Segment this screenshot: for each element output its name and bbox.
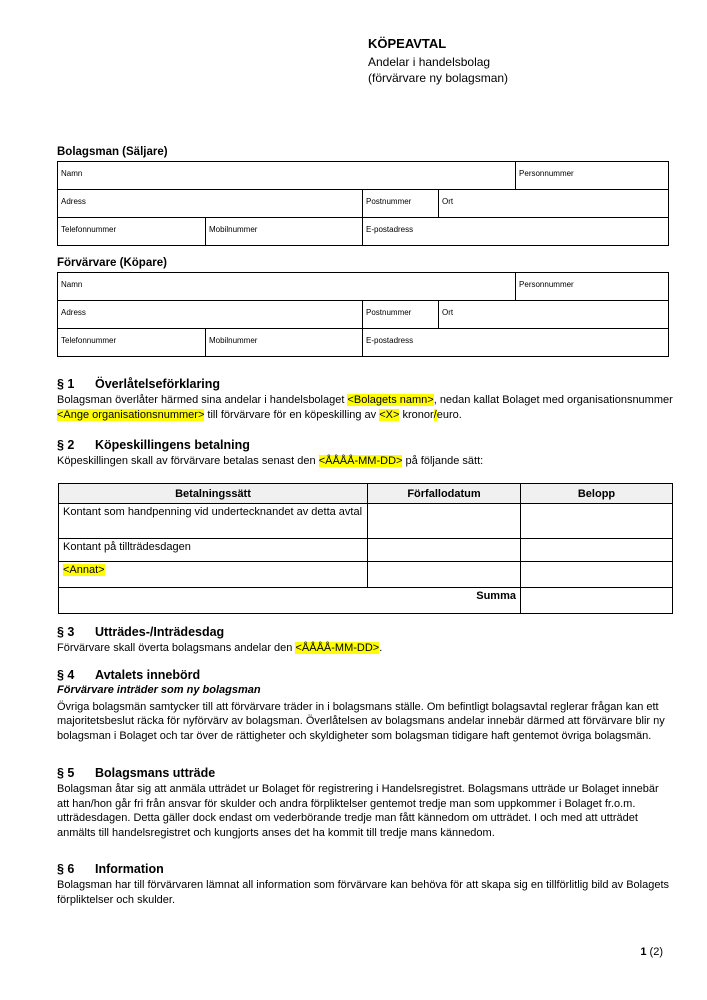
field-label-personal-number: Personnummer bbox=[519, 169, 574, 178]
placeholder-payment-date: <ÅÅÅÅ-MM-DD> bbox=[318, 455, 403, 467]
section-4 bbox=[57, 668, 673, 743]
placeholder-company-name: <Bolagets namn> bbox=[347, 394, 434, 406]
section-6-body: Bolagsman har till förvärvaren lämnat all information som förvärvare kan behöva för att skapa sig en tillförlitlig bild av Bolagets förpliktelser och skulder. bbox=[57, 879, 670, 906]
section-5-number: § 5 bbox=[57, 766, 75, 780]
cell-text: Kontant som handpenning vid undertecknandet av detta avtal bbox=[63, 506, 363, 518]
page-number-current: 1 bbox=[640, 946, 647, 958]
body-text: Förvärvare skall överta bolagsmans andelar den bbox=[57, 642, 296, 654]
seller-name-field[interactable] bbox=[58, 162, 516, 190]
body-text: Bolagsman överlåter härmed sina andelar i handelsbolaget bbox=[57, 394, 348, 406]
section-2-heading bbox=[57, 438, 673, 452]
due-date-field-3[interactable] bbox=[368, 562, 521, 588]
page-number bbox=[640, 946, 663, 958]
section-1-title: Överlåtelseförklaring bbox=[95, 377, 221, 391]
section-5-heading bbox=[57, 766, 673, 780]
field-label-address: Adress bbox=[61, 308, 86, 317]
field-label-email: E-postadress bbox=[366, 225, 414, 234]
placeholder-takeover-date: <ÅÅÅÅ-MM-DD> bbox=[295, 642, 380, 654]
table-row bbox=[58, 301, 669, 329]
payment-table-sum-row bbox=[59, 588, 673, 614]
buyer-address-field[interactable] bbox=[58, 301, 363, 329]
section-4-number: § 4 bbox=[57, 668, 75, 682]
section-3-title: Utträdes-/Inträdesdag bbox=[95, 625, 225, 639]
sum-amount-field[interactable] bbox=[521, 588, 673, 614]
field-label-postal-code: Postnummer bbox=[366, 308, 412, 317]
table-row bbox=[58, 218, 669, 246]
body-text: Köpeskillingen skall av förvärvare betalas senast den bbox=[57, 455, 319, 467]
seller-section bbox=[57, 146, 668, 246]
due-date-field-2[interactable] bbox=[368, 539, 521, 562]
section-4-heading bbox=[57, 668, 673, 682]
amount-field-1[interactable] bbox=[521, 504, 673, 539]
payment-method-other bbox=[59, 562, 368, 588]
field-label-personal-number: Personnummer bbox=[519, 280, 574, 289]
field-label-phone: Telefonnummer bbox=[61, 225, 117, 234]
payment-method-possession-day bbox=[59, 539, 368, 562]
payment-table bbox=[58, 483, 673, 614]
document-header bbox=[368, 36, 508, 86]
buyer-personal-number-field[interactable] bbox=[516, 273, 669, 301]
section-3-heading bbox=[57, 625, 673, 639]
column-header-due-date: Förfallodatum bbox=[368, 484, 521, 504]
cell-text: Kontant på tillträdesdagen bbox=[63, 541, 191, 553]
column-header-amount: Belopp bbox=[521, 484, 673, 504]
section-5-title: Bolagsmans utträde bbox=[95, 766, 216, 780]
table-row bbox=[58, 190, 669, 218]
seller-personal-number-field[interactable] bbox=[516, 162, 669, 190]
section-3 bbox=[57, 625, 673, 656]
field-label-city: Ort bbox=[442, 197, 454, 206]
table-row bbox=[58, 162, 669, 190]
field-label-address: Adress bbox=[61, 197, 86, 206]
seller-info-table bbox=[57, 161, 669, 246]
section-4-title: Avtalets innebörd bbox=[95, 668, 201, 682]
buyer-heading: Förvärvare (Köpare) bbox=[57, 257, 167, 269]
document-title: KÖPEAVTAL bbox=[368, 36, 447, 51]
amount-field-2[interactable] bbox=[521, 539, 673, 562]
section-1-number: § 1 bbox=[57, 377, 75, 391]
field-label-city: Ort bbox=[442, 308, 454, 317]
section-3-number: § 3 bbox=[57, 625, 75, 639]
section-1-heading bbox=[57, 377, 673, 391]
table-row bbox=[59, 539, 673, 562]
body-text: . bbox=[379, 642, 383, 654]
section-2 bbox=[57, 438, 673, 469]
section-1-body bbox=[57, 393, 673, 422]
field-label-mobile: Mobilnummer bbox=[209, 225, 258, 234]
body-text: till förvärvare för en köpeskilling av bbox=[204, 408, 380, 421]
placeholder-org-number: <Ange organisationsnummer> bbox=[57, 408, 205, 421]
buyer-mobile-field[interactable] bbox=[206, 329, 363, 357]
due-date-field-1[interactable] bbox=[368, 504, 521, 539]
body-text: euro. bbox=[436, 408, 462, 421]
seller-city-field[interactable] bbox=[439, 190, 669, 218]
payment-method-downpayment bbox=[59, 504, 368, 539]
body-text: kronor bbox=[399, 408, 434, 421]
seller-mobile-field[interactable] bbox=[206, 218, 363, 246]
section-4-body: Övriga bolagsmän samtycker till att förvärvare träder in i bolagsmans ställe. Om befintligt bolagsavtal reglerar frågan kan ett majoritetsbeslut räcka för nyförvärv av bolagsman. Överlåtelsen av bolagsmans andelar innebär därmed att förvärvare blir ny bolagsman i Bolaget och tar över de rättigheter och skyldigheter som bolagsman tidigare haft gentemot övriga bolagsmän. bbox=[57, 700, 665, 742]
body-text: , nedan kallat Bolaget med organisationsnummer bbox=[433, 394, 673, 406]
section-5-body: Bolagsman åtar sig att anmäla utträdet ur Bolaget för registrering i Handelsregistret. Bolagsmans utträde ur Bolaget innebär att han/hon går fri från ansvar för skulder och andra förpliktelser gentemot tredje man som uppkommer i Bolaget fr.o.m. utträdesdagen. Detta gäller dock endast om vederbörande tredje man fått kännedom om utträdet. I och med att utträdet anmälts till handelsregistret och kungjorts anses det ha kommit till tredje mans kännedom. bbox=[57, 783, 659, 839]
seller-heading: Bolagsman (Säljare) bbox=[57, 146, 168, 158]
amount-field-3[interactable] bbox=[521, 562, 673, 588]
page-number-total: (2) bbox=[649, 946, 663, 958]
payment-table-header-row bbox=[59, 484, 673, 504]
buyer-postal-code-field[interactable] bbox=[363, 301, 439, 329]
section-2-number: § 2 bbox=[57, 438, 75, 452]
field-label-phone: Telefonnummer bbox=[61, 336, 117, 345]
seller-address-field[interactable] bbox=[58, 190, 363, 218]
seller-postal-code-field[interactable] bbox=[363, 190, 439, 218]
field-label-postal-code: Postnummer bbox=[366, 197, 412, 206]
column-header-payment-method: Betalningssätt bbox=[59, 484, 368, 504]
field-label-email: E-postadress bbox=[366, 336, 414, 345]
section-6 bbox=[57, 862, 673, 907]
seller-phone-field[interactable] bbox=[58, 218, 206, 246]
buyer-email-field[interactable] bbox=[363, 329, 669, 357]
document-subtitle-line2: (förvärvare ny bolagsman) bbox=[368, 70, 509, 85]
buyer-section bbox=[57, 257, 668, 357]
section-6-title: Information bbox=[95, 862, 164, 876]
placeholder-currency-slash: / bbox=[433, 408, 437, 421]
body-text: på följande sätt: bbox=[402, 455, 484, 467]
table-row bbox=[59, 504, 673, 539]
section-5 bbox=[57, 766, 673, 840]
sum-label-cell: Summa bbox=[59, 588, 521, 614]
field-label-name: Namn bbox=[61, 280, 83, 289]
table-row bbox=[58, 329, 669, 357]
buyer-phone-field[interactable] bbox=[58, 329, 206, 357]
placeholder-other-method: <Annat> bbox=[63, 564, 105, 576]
section-2-title: Köpeskillingens betalning bbox=[95, 438, 250, 452]
field-label-name: Namn bbox=[61, 169, 83, 178]
seller-email-field[interactable] bbox=[363, 218, 669, 246]
document-subtitle-line1: Andelar i handelsbolag bbox=[368, 55, 491, 69]
table-row bbox=[58, 273, 669, 301]
section-6-number: § 6 bbox=[57, 862, 75, 876]
field-label-mobile: Mobilnummer bbox=[209, 336, 258, 345]
buyer-name-field[interactable] bbox=[58, 273, 516, 301]
buyer-info-table bbox=[57, 272, 669, 357]
section-2-body bbox=[57, 454, 673, 469]
section-1 bbox=[57, 377, 673, 422]
section-6-heading bbox=[57, 862, 673, 876]
buyer-city-field[interactable] bbox=[439, 301, 669, 329]
section-3-body bbox=[57, 641, 673, 656]
section-4-subheading: Förvärvare inträder som ny bolagsman bbox=[57, 684, 261, 696]
table-row bbox=[59, 562, 673, 588]
placeholder-amount: <X> bbox=[379, 408, 400, 421]
